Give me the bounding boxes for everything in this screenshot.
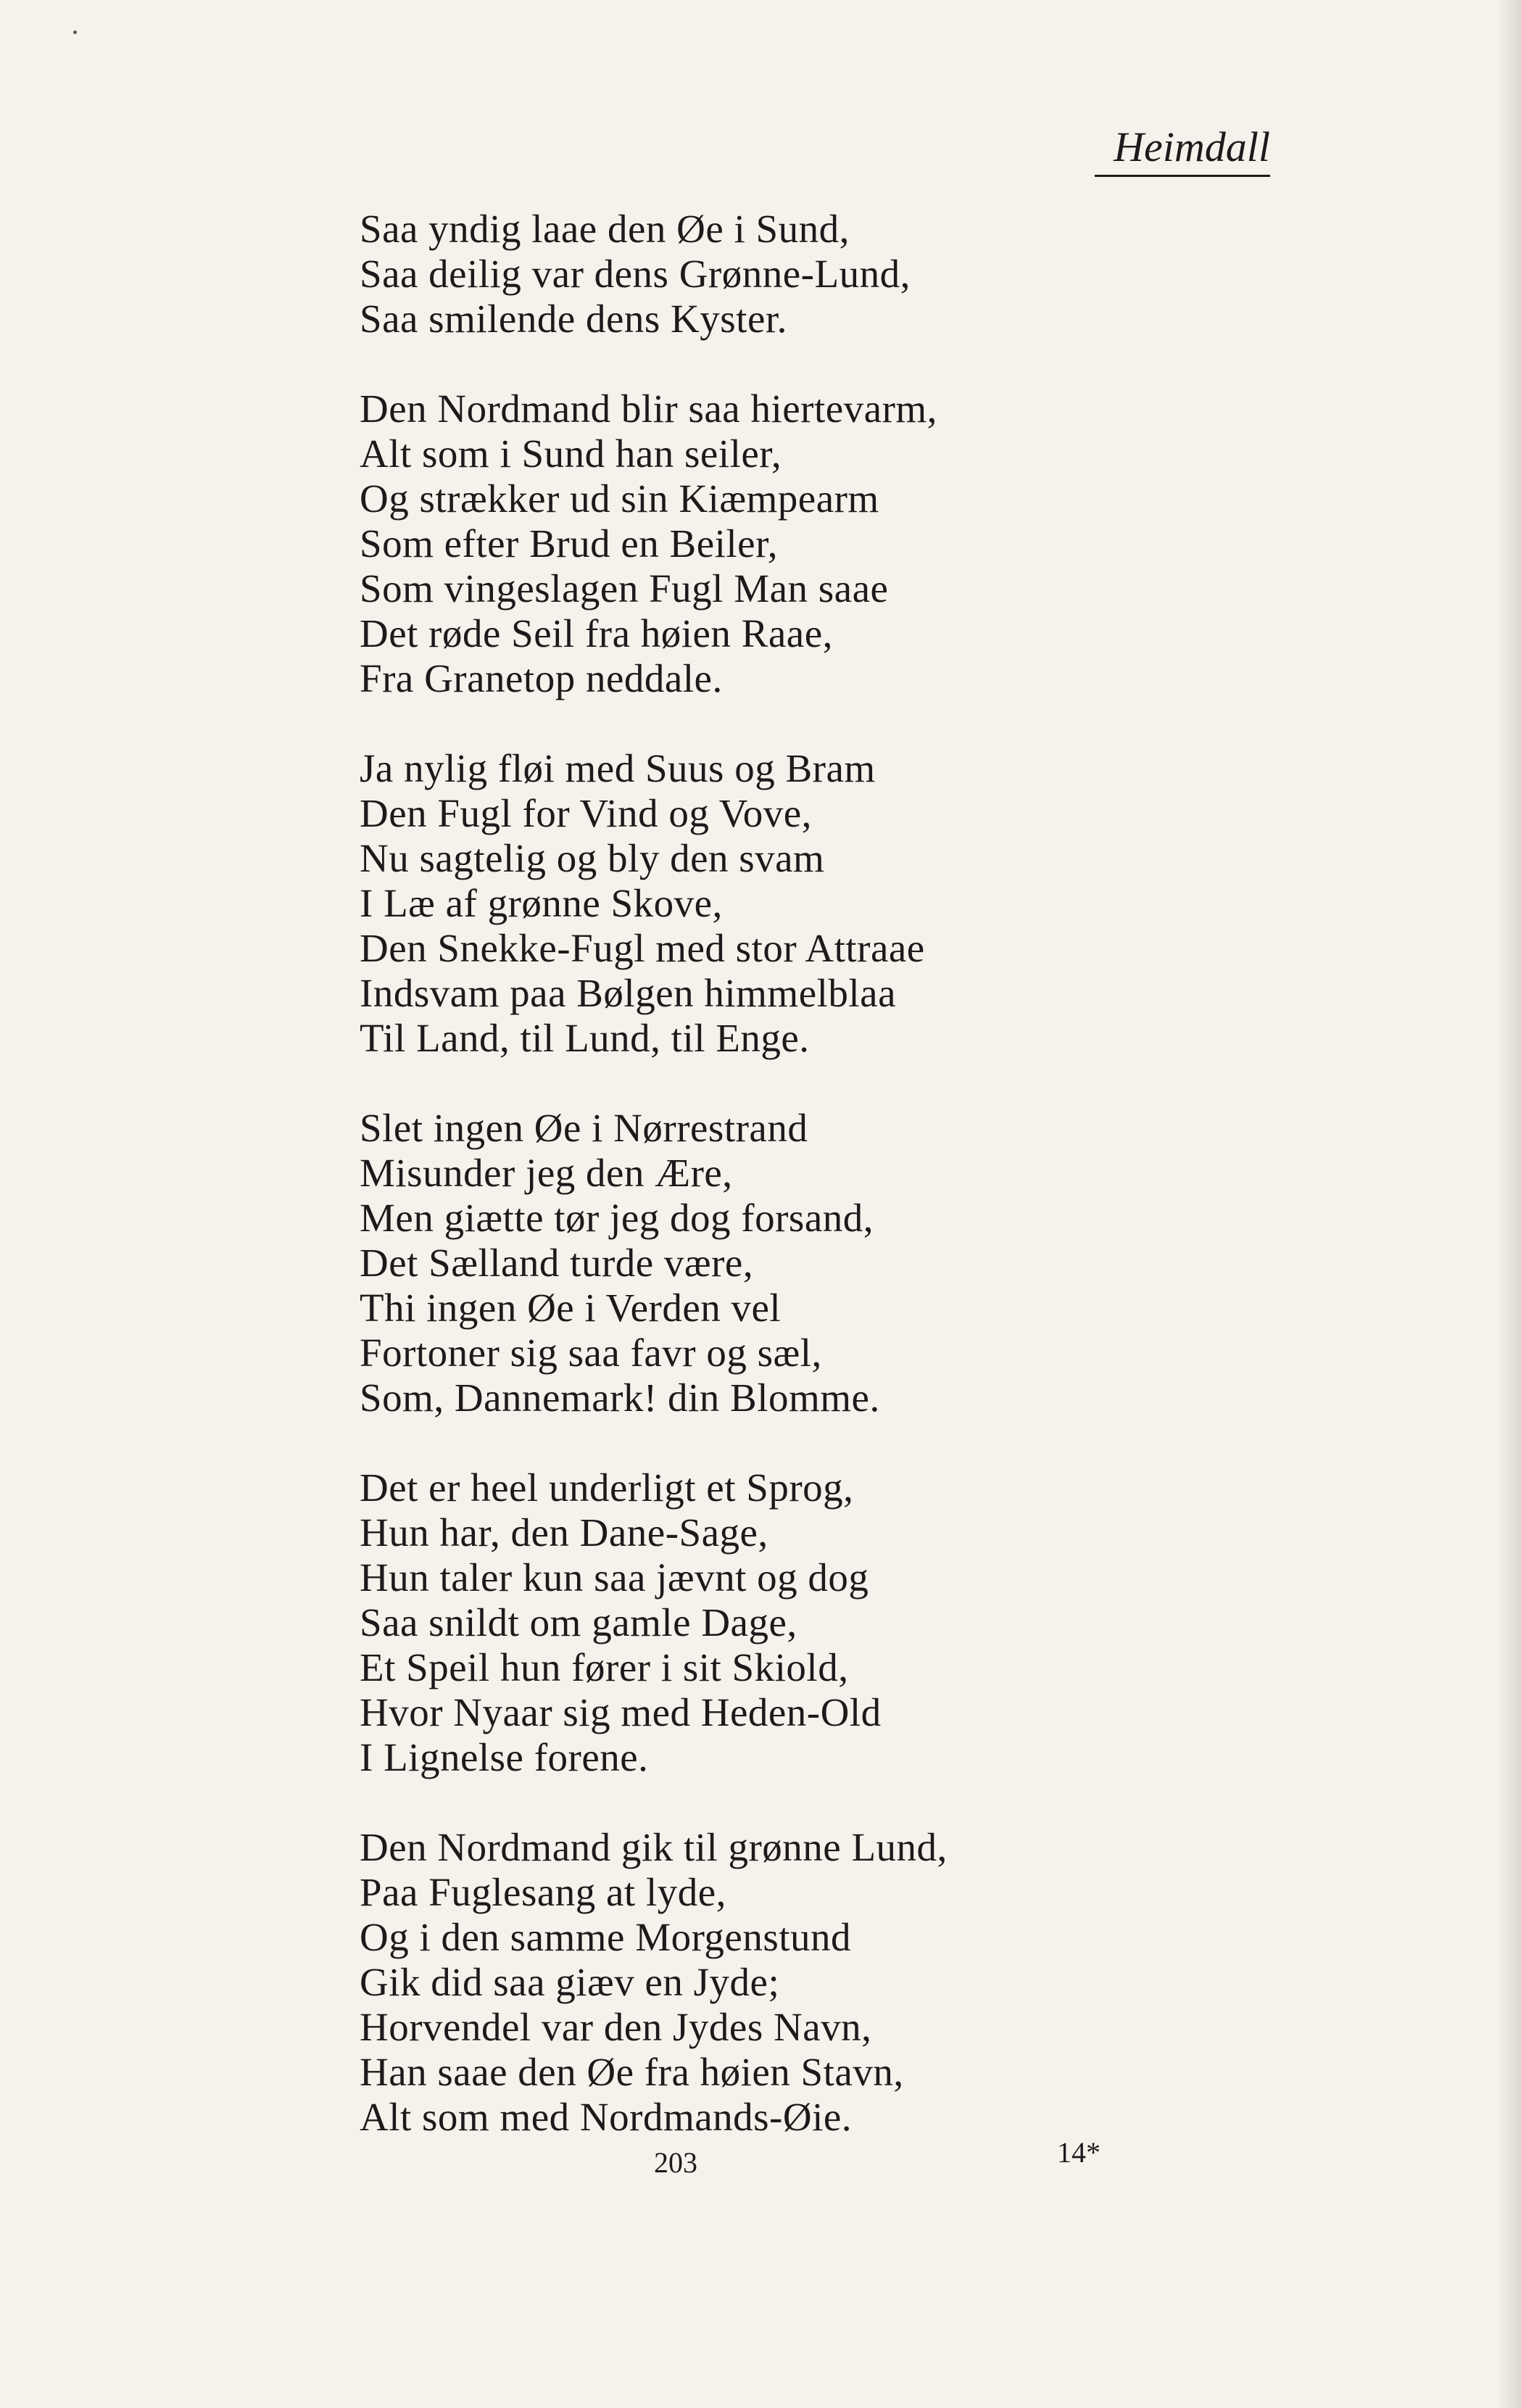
poem-line: Den Fugl for Vind og Vove,: [360, 791, 812, 835]
poem-line: I Læ af grønne Skove,: [360, 881, 723, 925]
poem-line: Alt som med Nordmands-Øie.: [360, 2095, 853, 2139]
poem-line: Og strækker ud sin Kiæmpearm: [360, 476, 879, 521]
poem-line: Saa yndig laae den Øe i Sund,: [360, 207, 850, 251]
page-edge-shadow: [1496, 0, 1521, 2408]
stanza-3: [360, 746, 1302, 1061]
poem-body: [360, 207, 1302, 2185]
poem-line: Nu sagtelig og bly den svam: [360, 836, 825, 880]
poem-line: Som efter Brud en Beiler,: [360, 521, 778, 566]
poem-line: Horvendel var den Jydes Navn,: [360, 2005, 872, 2049]
poem-line: Saa deilig var dens Grønne-Lund,: [360, 252, 911, 296]
stanza-1: [360, 207, 1302, 342]
poem-line: Det røde Seil fra høien Raae,: [360, 611, 833, 655]
poem-line: Ja nylig fløi med Suus og Bram: [360, 746, 876, 790]
signature-mark: 14*: [1057, 2136, 1101, 2169]
paper-speck: [73, 30, 77, 34]
poem-line: Indsvam paa Bølgen himmelblaa: [360, 971, 897, 1015]
poem-line: Det Sælland turde være,: [360, 1241, 754, 1285]
poem-line: Den Nordmand gik til grønne Lund,: [360, 1825, 948, 1869]
poem-line: I Lignelse forene.: [360, 1735, 649, 1779]
poem-line: Men giætte tør jeg dog forsand,: [360, 1196, 874, 1240]
poem-line: Gik did saa giæv en Jyde;: [360, 1960, 780, 2004]
poem-line: Som vingeslagen Fugl Man saae: [360, 566, 889, 611]
stanza-6: [360, 1825, 1302, 2140]
poem-line: Fra Granetop neddale.: [360, 656, 723, 700]
poem-line: Saa smilende dens Kyster.: [360, 297, 787, 341]
running-title-rule: [1095, 175, 1270, 177]
poem-line: Hun taler kun saa jævnt og dog: [360, 1555, 869, 1600]
poem-line: Og i den samme Morgenstund: [360, 1915, 852, 1959]
poem-line: Et Speil hun fører i sit Skiold,: [360, 1645, 849, 1689]
page-number: 203: [654, 2146, 697, 2179]
stanza-4: [360, 1106, 1302, 1420]
poem-line: Det er heel underligt et Sprog,: [360, 1465, 854, 1510]
poem-line: Til Land, til Lund, til Enge.: [360, 1016, 810, 1060]
poem-line: Den Snekke-Fugl med stor Attraae: [360, 926, 925, 970]
poem-line: Saa snildt om gamle Dage,: [360, 1600, 797, 1644]
running-title: Heimdall: [1114, 123, 1270, 170]
poem-line: Han saae den Øe fra høien Stavn,: [360, 2050, 904, 2094]
stanza-2: [360, 386, 1302, 701]
poem-line: Alt som i Sund han seiler,: [360, 431, 782, 476]
poem-line: Som, Dannemark! din Blomme.: [360, 1375, 880, 1420]
poem-line: Den Nordmand blir saa hiertevarm,: [360, 386, 937, 431]
stanza-5: [360, 1465, 1302, 1780]
poem-line: Thi ingen Øe i Verden vel: [360, 1286, 782, 1330]
poem-line: Hun har, den Dane-Sage,: [360, 1510, 768, 1555]
poem-line: Paa Fuglesang at lyde,: [360, 1870, 726, 1914]
poem-line: Misunder jeg den Ære,: [360, 1151, 733, 1195]
poem-line: Slet ingen Øe i Nørrestrand: [360, 1106, 808, 1150]
poem-line: Fortoner sig saa favr og sæl,: [360, 1331, 822, 1375]
poem-line: Hvor Nyaar sig med Heden-Old: [360, 1690, 882, 1734]
